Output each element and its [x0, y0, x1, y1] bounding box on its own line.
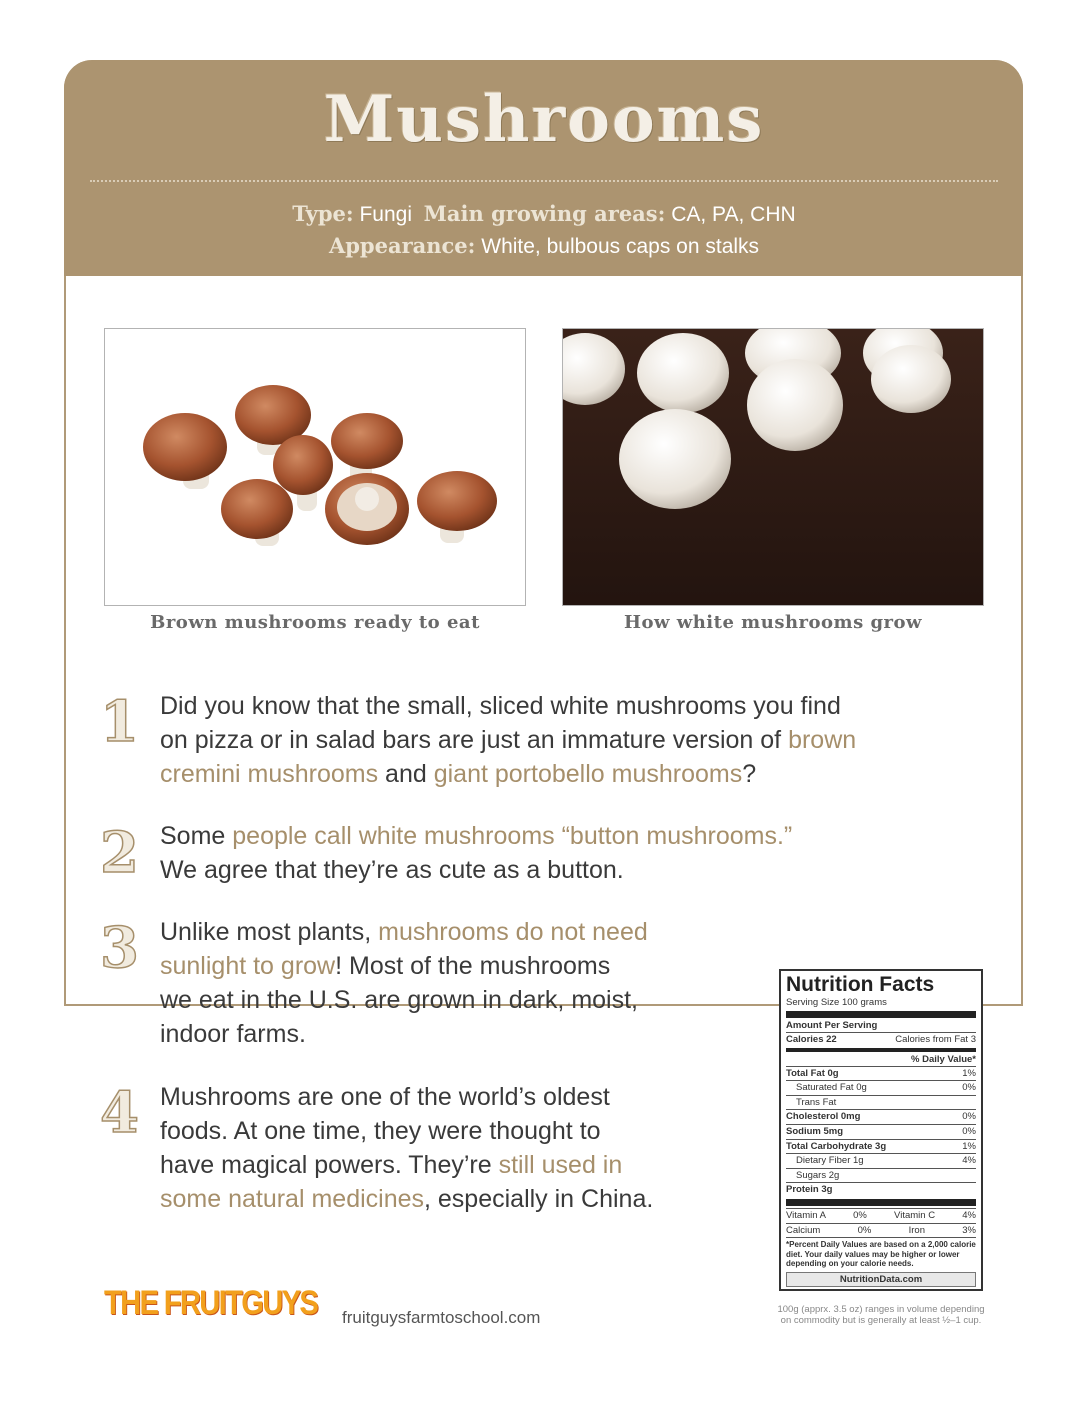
fact-number-3: 3	[100, 915, 139, 981]
nutrition-vitamin-row	[786, 1208, 976, 1223]
fact-3-text-a: Unlike most plants,	[160, 918, 379, 946]
fact-3	[160, 915, 648, 1051]
fact-number-4: 4	[100, 1080, 139, 1146]
nutrition-vitamin-right-val: 3%	[962, 1224, 976, 1236]
nutrition-row	[786, 1095, 976, 1110]
nutrition-facts-panel	[779, 969, 983, 1291]
type-label: Type:	[292, 201, 354, 226]
nutrition-row	[786, 1153, 976, 1168]
fact-3-highlight-a: mushrooms do not need	[378, 918, 648, 946]
fact-4-text-c: have magical powers. They’re	[160, 1151, 499, 1179]
fact-4	[160, 1080, 653, 1216]
appearance-label: Appearance:	[328, 233, 476, 258]
meta-line-1	[0, 201, 1088, 227]
nutrition-vitamin-right: Vitamin C	[894, 1209, 936, 1221]
fact-number-1: 1	[100, 689, 139, 755]
nutrition-vitamin-left-val: 0%	[857, 1224, 872, 1236]
nutrition-row	[786, 1182, 976, 1197]
fact-1-text-c: and	[378, 760, 434, 788]
nutrition-row	[786, 1139, 976, 1154]
nutrition-vitamin-left: Calcium	[786, 1224, 821, 1236]
nutrition-row	[786, 1080, 976, 1095]
nutrition-amount: Amount Per Serving	[786, 1020, 878, 1031]
fact-2	[160, 819, 792, 887]
nutrition-vitamin-left-val: 0%	[853, 1209, 867, 1221]
brown-mushrooms-illustration	[105, 329, 525, 605]
nutrition-row-value: 0%	[962, 1082, 976, 1094]
type-value: Fungi	[359, 203, 412, 226]
fact-3-text-b: ! Most of the mushrooms	[335, 952, 611, 980]
nutrition-vitamin-right-val: 4%	[962, 1209, 976, 1221]
dotted-divider	[90, 180, 998, 182]
photo-caption-brown: Brown mushrooms ready to eat	[150, 612, 480, 633]
nutrition-row-label: Total Fat 0g	[786, 1067, 839, 1079]
photo-caption-white: How white mushrooms grow	[623, 612, 923, 633]
nutrition-footnote: *Percent Daily Values are based on a 2,000 calorie diet. Your daily values may be higher or lower depending on your calorie needs.	[786, 1237, 976, 1269]
nutrition-row-value: 0%	[962, 1111, 976, 1123]
nutrition-vitamin-row	[786, 1223, 976, 1238]
nutrition-row-label: Saturated Fat 0g	[796, 1082, 867, 1094]
nutrition-title: Nutrition Facts	[786, 973, 935, 996]
fact-4-highlight-b: some natural medicines	[160, 1185, 425, 1213]
fact-2-text-b: We agree that they’re as cute as a button.	[160, 856, 624, 884]
fact-3-text-d: indoor farms.	[160, 1020, 306, 1048]
nutrition-row-value: 1%	[962, 1140, 976, 1152]
nutrition-calories: Calories 22	[786, 1034, 837, 1045]
appearance-value: White, bulbous caps on stalks	[481, 235, 760, 258]
fact-4-text-d: , especially in China.	[424, 1185, 654, 1213]
nutrition-dv-header: % Daily Value*	[911, 1053, 976, 1065]
fact-1-text-d: ?	[742, 760, 757, 788]
nutrition-row	[786, 1124, 976, 1139]
footer-url[interactable]: fruitguysfarmtoschool.com	[342, 1308, 541, 1327]
areas-label: Main growing areas:	[423, 201, 666, 226]
fact-number-2: 2	[100, 820, 139, 886]
nutrition-row-label: Dietary Fiber 1g	[796, 1155, 864, 1167]
serving-note: 100g (apprx. 3.5 oz) ranges in volume depending on commodity but is generally at least ½–1 cup.	[777, 1304, 985, 1326]
nutrition-row-label: Cholesterol 0mg	[786, 1111, 861, 1123]
fact-1-highlight-c: giant portobello mushrooms	[433, 760, 743, 788]
nutrition-row-label: Total Carbohydrate 3g	[786, 1140, 887, 1152]
white-mushrooms-photo	[562, 328, 984, 606]
nutrition-serving: Serving Size 100 grams	[786, 997, 887, 1008]
fruitguys-logo: THE FRUITGUYS	[104, 1284, 318, 1322]
nutrition-row-value: 4%	[962, 1155, 976, 1167]
fact-3-text-c: we eat in the U.S. are grown in dark, moist,	[160, 986, 638, 1014]
areas-value: CA, PA, CHN	[671, 203, 796, 226]
white-mushrooms-illustration	[563, 329, 983, 605]
fact-1-highlight-a: brown	[788, 726, 857, 754]
fact-1-text-b: on pizza or in salad bars are just an immature version of	[160, 726, 789, 754]
nutrition-vitamin-right: Iron	[908, 1224, 925, 1236]
fact-3-highlight-b: sunlight to grow	[160, 952, 336, 980]
nutrition-row-label: Sodium 5mg	[786, 1125, 844, 1137]
nutrition-row-label: Protein 3g	[786, 1184, 833, 1196]
nutrition-rows	[786, 1066, 976, 1197]
nutrition-row-label: Trans Fat	[796, 1096, 837, 1108]
nutrition-source: NutritionData.com	[786, 1272, 976, 1287]
fact-1-highlight-b: cremini mushrooms	[160, 760, 379, 788]
nutrition-vitamin-left: Vitamin A	[786, 1209, 826, 1221]
nutrition-row	[786, 1109, 976, 1124]
fact-4-text-a: Mushrooms are one of the world’s oldest	[160, 1083, 610, 1111]
brown-mushrooms-photo	[104, 328, 526, 606]
meta-line-2	[0, 233, 1088, 259]
fact-2-highlight: people call white mushrooms “button mushrooms.”	[232, 822, 793, 850]
nutrition-row-label: Sugars 2g	[796, 1169, 840, 1181]
fact-1-text-a: Did you know that the small, sliced white mushrooms you find	[160, 692, 841, 720]
nutrition-row	[786, 1066, 976, 1081]
fact-4-highlight-a: still used in	[498, 1151, 623, 1179]
nutrition-calories-fat: Calories from Fat 3	[895, 1034, 976, 1045]
fact-4-text-b: foods. At one time, they were thought to	[160, 1117, 601, 1145]
fact-1	[160, 689, 856, 791]
nutrition-row-value: 0%	[962, 1125, 976, 1137]
nutrition-vitamins	[786, 1208, 976, 1237]
page-title: Mushrooms	[323, 82, 765, 157]
fact-2-text-a: Some	[160, 822, 233, 850]
nutrition-row	[786, 1168, 976, 1183]
nutrition-row-value: 1%	[962, 1067, 976, 1079]
